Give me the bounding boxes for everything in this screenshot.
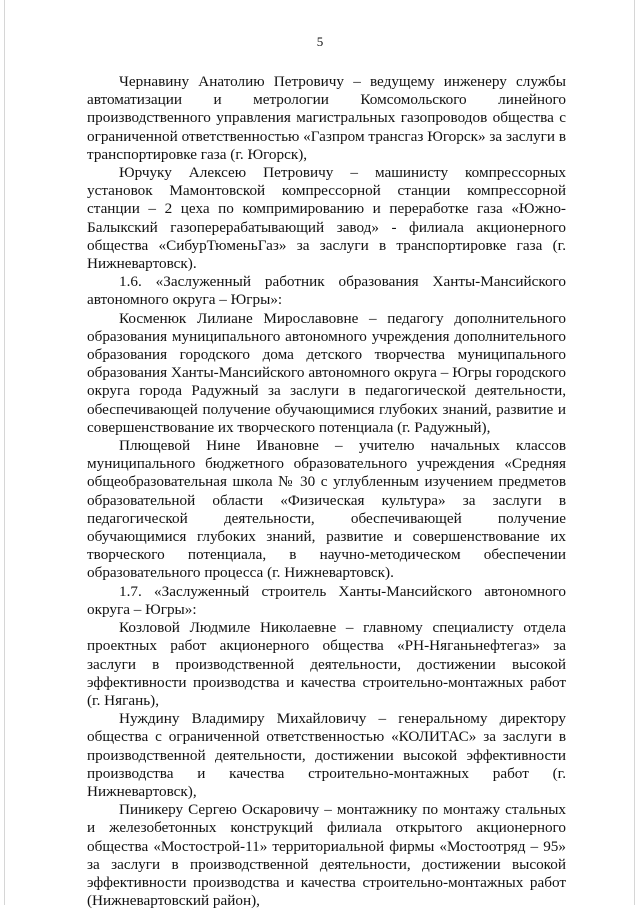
- paragraph-plyushcheva: Плющевой Нине Ивановне – учителю начальных классов муниципального бюджетного образовательного учреждения «Средняя общеобразовательная школа № 30 с углубленным изучением предметов образовательной области «Физическая культура» за заслуги в педагогической деятельности, обеспечивающей получение обучающимися глубоких знаний, развитие и совершенствование их творческого потенциала, в научно-методическом обеспечении образовательного процесса (г. Нижневартовск).: [87, 437, 566, 582]
- scan-edge-left: [4, 0, 5, 905]
- paragraph-nuzhdin: Нуждину Владимиру Михайловичу – генеральному директору общества с ограниченной ответственностью «КОЛИТАС» за заслуги в производственной деятельности, достижении высокой эффективности производства и качества строительно-монтажных работ (г. Нижневартовск),: [87, 710, 566, 800]
- paragraph-yurchuk: Юрчуку Алексею Петровичу – машинисту компрессорных установок Мамонтовской компрессорной станции компрессорной станции – 2 цеха по компримированию и переработке газа «Южно-Балыкский газоперерабатывающий завод» - филиала акционерного общества «СибурТюменьГаз» за заслуги в транспортировке газа (г. Нижневартовск).: [87, 164, 566, 273]
- paragraph-kozlova: Козловой Людмиле Николаевне – главному специалисту отдела проектных работ акционерного общества «РН-Няганьнефтегаз» за заслуги в производственной деятельности, достижении высокой эффективности производства и качества строительно-монтажных работ (г. Нягань),: [87, 619, 566, 709]
- paragraph-kosmenyuk: Косменюк Лилиане Мирославовне – педагогу дополнительного образования муниципального автономного учреждения дополнительного образования городского дома детского творчества муниципального образования Ханты-Мансийского автономного округа – Югры городского округа города Радужный за заслуги в педагогической деятельности, обеспечивающей получение обучающимися глубоких знаний, развитие и совершенствование их творческого потенциала (г. Радужный),: [87, 309, 566, 436]
- paragraph-chernavin: Чернавину Анатолию Петровичу – ведущему инженеру службы автоматизации и метрологии Комсомольского линейного производственного управления магистральных газопроводов общества с ограниченной ответственностью «Газпром трансгаз Югорск» за заслуги в транспортировке газа (г. Югорск),: [87, 73, 566, 163]
- page-number: 5: [316, 34, 324, 49]
- paragraph-piniker: Пиникеру Сергею Оскаровичу – монтажнику по монтажу стальных и железобетонных конструкций филиала открытого акционерного общества «Мостострой-11» территориальной фирмы «Мостоотряд – 95» за заслуги в производственной деятельности, достижении высокой эффективности производства и качества строительно-монтажных работ (Нижневартовский район),: [87, 801, 566, 910]
- document-body: [87, 73, 566, 910]
- scan-edge-right: [634, 0, 635, 905]
- section-heading-1-7: 1.7. «Заслуженный строитель Ханты-Мансийского автономного округа – Югры»:: [87, 582, 566, 618]
- section-heading-1-6: 1.6. «Заслуженный работник образования Ханты-Мансийского автономного округа – Югры»:: [87, 273, 566, 309]
